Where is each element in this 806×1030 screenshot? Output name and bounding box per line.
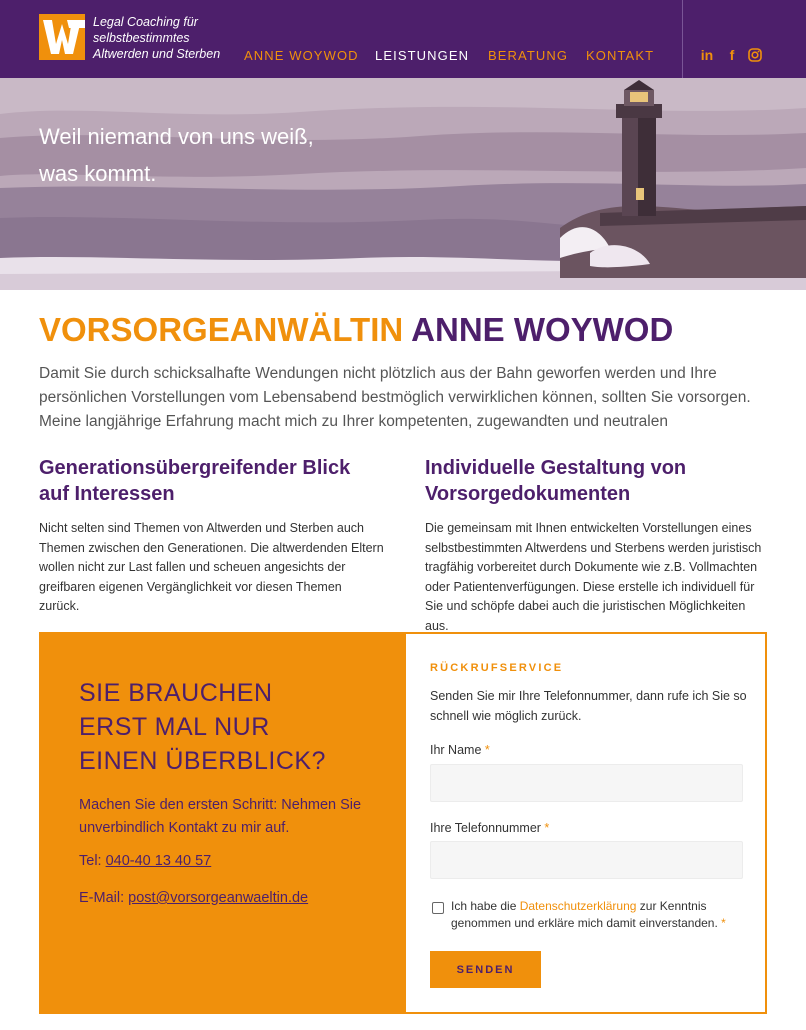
tagline-line-1: Legal Coaching für bbox=[93, 15, 198, 29]
consent-text bbox=[451, 898, 746, 932]
tagline bbox=[93, 14, 243, 62]
cta-heading-line-1: SIE BRAUCHEN bbox=[79, 679, 273, 707]
column-1-title: Generationsübergreifender Blick auf Interessen bbox=[39, 457, 351, 505]
send-button[interactable]: SENDEN bbox=[430, 951, 541, 988]
phone-label: Tel: bbox=[79, 853, 106, 869]
facebook-icon[interactable]: f bbox=[729, 47, 735, 63]
nav-anne-woywod[interactable]: ANNE WOYWOD bbox=[244, 48, 359, 63]
tagline-line-3: Altwerden und Sterben bbox=[93, 47, 221, 61]
email-link[interactable]: post@vorsorgeanwaeltin.de bbox=[128, 890, 309, 906]
column-1-text: Nicht selten sind Themen von Altwerden und Sterben auch Themen zwischen den Generationen. Die altwerdenden Eltern wollen nicht zur Last fallen und scheuen angesichts der greifbaren eigenen Vergänglichkeit vor diesen Themen zurück. bbox=[39, 521, 384, 613]
cta-heading-line-3: EINEN ÜBERBLICK? bbox=[79, 747, 326, 775]
column-2-title: Individuelle Gestaltung von Vorsorgedokumenten bbox=[425, 457, 687, 505]
cta-heading bbox=[79, 676, 379, 778]
nav-beratung[interactable]: BERATUNG bbox=[488, 48, 569, 63]
callback-form-description: Senden Sie mir Ihre Telefonnummer, dann rufe ich Sie so schnell wie möglich zurück. bbox=[430, 689, 747, 723]
site-header bbox=[0, 0, 806, 78]
contact-section bbox=[39, 632, 767, 1014]
required-mark: * bbox=[544, 821, 550, 835]
phone-input[interactable] bbox=[430, 841, 743, 879]
page-title-name: ANNE WOYWOD bbox=[403, 311, 674, 348]
header-divider bbox=[682, 0, 683, 78]
required-mark: * bbox=[484, 743, 490, 757]
phone-input-label bbox=[430, 821, 549, 835]
cta-heading-line-2: ERST MAL NUR bbox=[79, 713, 270, 741]
instagram-icon[interactable] bbox=[746, 46, 764, 64]
hero-banner bbox=[0, 78, 806, 290]
cta-text: Machen Sie den ersten Schritt: Nehmen Sie unverbindlich Kontakt zu mir auf. bbox=[79, 797, 362, 836]
hero-headline bbox=[39, 118, 314, 192]
contact-info-panel bbox=[41, 634, 406, 1012]
email-line bbox=[79, 890, 308, 906]
nav-kontakt[interactable]: KONTAKT bbox=[586, 48, 655, 63]
phone-link[interactable]: 040-40 13 40 57 bbox=[105, 853, 212, 869]
intro-text: Damit Sie durch schicksalhafte Wendungen nicht plötzlich aus der Bahn geworfen werden und Ihre persönlichen Vorstellungen vom Lebensabend bestmöglich verwirklichen können, sollten Sie vorsorgen. Meine langjährige Erfahrung macht mich zu Ihrer kompetenten, zugewandten und neutralen bbox=[39, 365, 751, 430]
hero-line-2: was kommt. bbox=[39, 161, 157, 186]
hero-line-1: Weil niemand von uns weiß, bbox=[39, 124, 314, 149]
phone-label-text: Ihre Telefonnummer bbox=[430, 821, 541, 835]
consent-post: zur Kenntnis genommen und erkläre mich damit einverstanden. bbox=[451, 899, 718, 930]
page-title bbox=[39, 311, 673, 349]
phone-line bbox=[79, 853, 211, 869]
tagline-line-2: selbstbestimmtes bbox=[93, 31, 190, 45]
name-input[interactable] bbox=[430, 764, 743, 802]
column-2-text: Die gemeinsam mit Ihnen entwickelten Vorstellungen eines selbstbestimmten Altwerdens und Sterbens werden juristisch tragfähig vorbereitet durch Dokumente wie z.B. Vollmachten oder Patientenverfügungen. Diese erstelle ich individuell für Sie und schöpfe dabei auch die juristischen Möglichkeiten aus. bbox=[425, 521, 762, 633]
name-label bbox=[430, 743, 490, 757]
required-mark: * bbox=[721, 916, 726, 930]
email-label: E-Mail: bbox=[79, 890, 129, 906]
linkedin-icon[interactable]: in bbox=[700, 47, 714, 63]
logo[interactable] bbox=[39, 14, 85, 60]
consent-pre: Ich habe die bbox=[451, 899, 520, 913]
callback-form-title: RÜCKRUFSERVICE bbox=[430, 662, 564, 674]
page-title-highlight: VORSORGEANWÄLTIN bbox=[39, 311, 404, 348]
logo-w-icon bbox=[39, 14, 85, 60]
name-label-text: Ihr Name bbox=[430, 743, 482, 757]
nav-leistungen[interactable]: LEISTUNGEN bbox=[375, 48, 470, 63]
privacy-policy-link[interactable]: Datenschutzerklärung bbox=[519, 899, 637, 913]
consent-checkbox[interactable] bbox=[432, 902, 444, 914]
